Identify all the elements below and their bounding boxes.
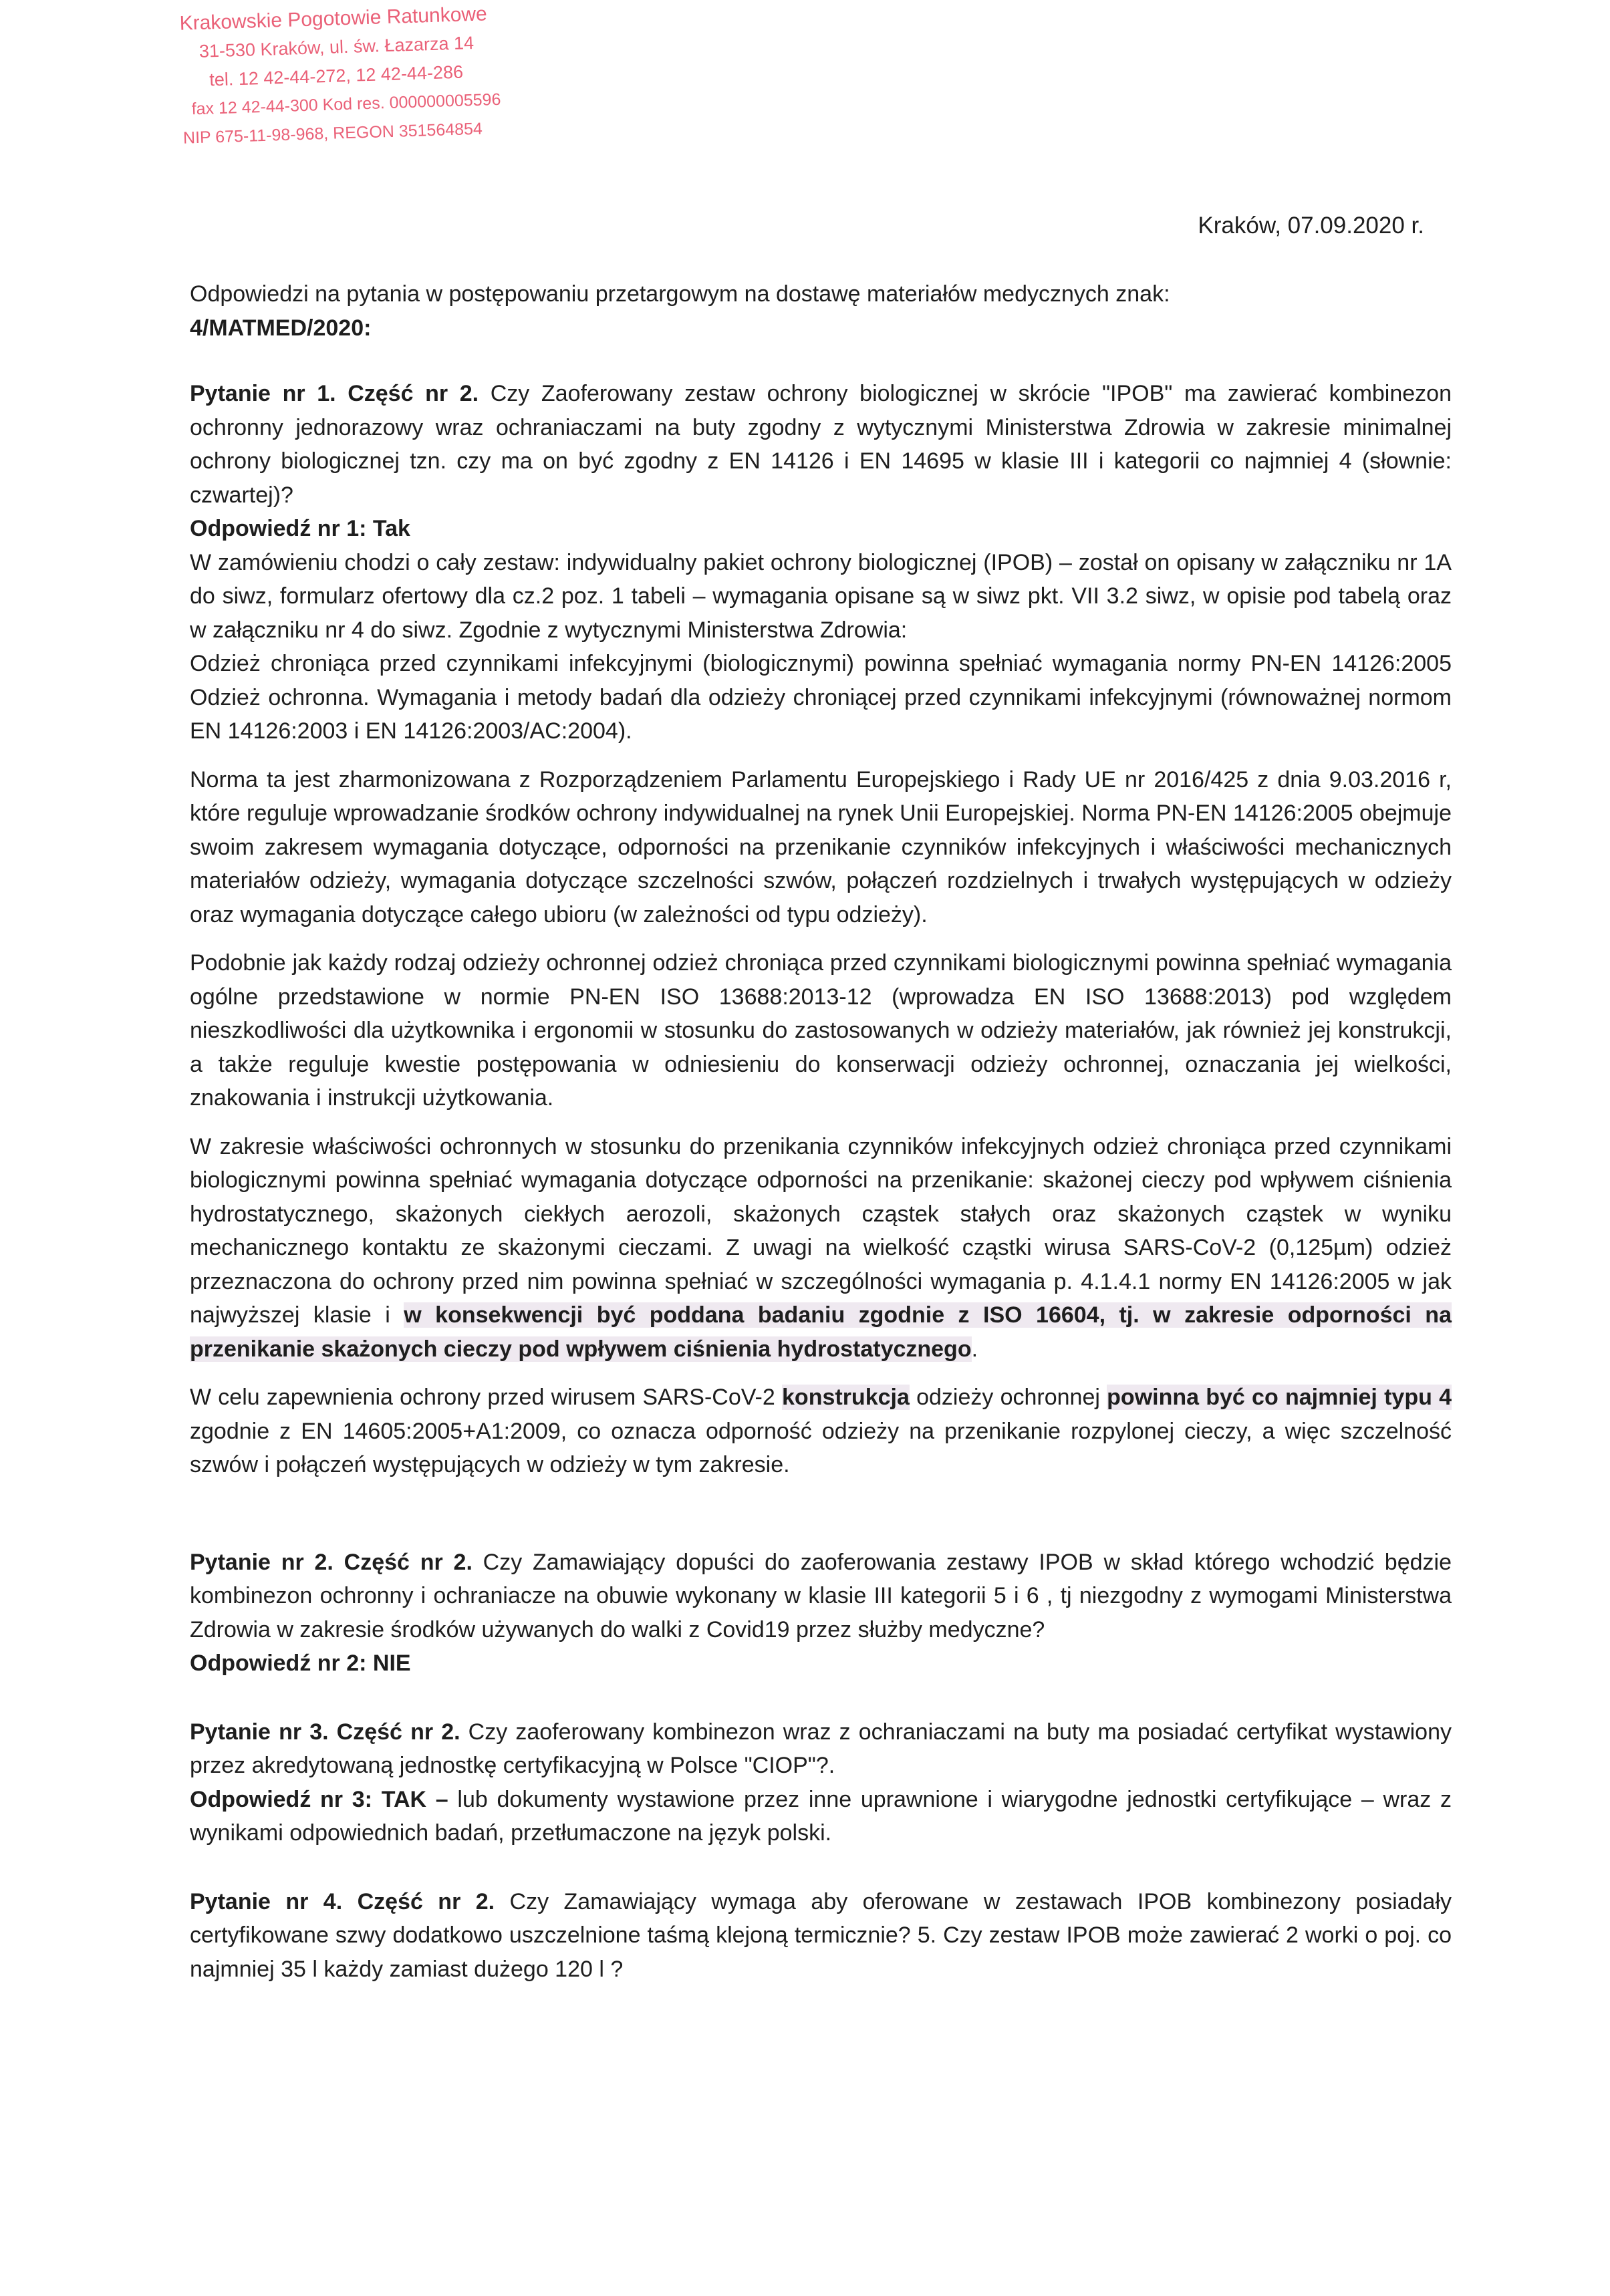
answer-1-paragraph-2: Odzież chroniąca przed czynnikami infekcyjnymi (biologicznymi) powinna spełniać wymagania normy PN-EN 14126:2005 Odzież ochronna. Wymagania i metody badań dla odzieży chroniącej przed czynnikami infekcyjnymi (równoważnej normom EN 14126:2003 i EN 14126:2003/AC:2004). [190, 651, 1452, 744]
question-4 [190, 1885, 1452, 1987]
question-2-text: Czy Zamawiający dopuści do zaoferowania zestawy IPOB w skład którego wchodzić będzie kombinezon ochronny i ochraniacze na obuwie wykonany w klasie III kategorii 5 i 6 , tj niezgodny z wymogami Ministerstwa Zdrowia w zakresie środków używanych do walki z Covid19 przez służby medyczne? [190, 1549, 1452, 1642]
question-3-label: Pytanie nr 3. Część nr 2. [190, 1719, 460, 1745]
stamp-line-address: 31-530 Kraków, ul. św. Łazarza 14 [198, 32, 475, 61]
tender-code: 4/MATMED/2020: [190, 315, 372, 341]
question-4-text: Czy Zamawiający wymaga aby oferowane w zestawach IPOB kombinezony posiadały certyfikowane szwy dodatkowo uszczelnione taśmą klejoną termicznie? 5. Czy zestaw IPOB może zawierać 2 worki o poj. co najmniej 35 l każdy zamiast dużego 120 l ? [190, 1888, 1452, 1982]
stamp-line-fax: fax 12 42-44-300 Kod res. 000000005596 [191, 90, 501, 119]
company-stamp [175, 0, 553, 153]
celu-highlight-konstrukcja: konstrukcja [782, 1385, 910, 1410]
answer-2-line [190, 1646, 1452, 1681]
question-3 [190, 1715, 1452, 1783]
answer-1-paragraph-1: W zamówieniu chodzi o cały zestaw: indywidualny pakiet ochrony biologicznej (IPOB) – został on opisany w załączniku nr 1A do siwz, formularz ofertowy dla cz.2 poz. 1 tabeli – wymagania opisane są w siwz pkt. VII 3.2 siwz, w opisie pod tabelą oraz w załączniku nr 4 do siwz. Zgodnie z wytycznymi Ministerstwa Zdrowia: [190, 549, 1452, 643]
answer-1-paragraph-podobnie: Podobnie jak każdy rodzaj odzieży ochronnej odzież chroniąca przed czynnikami biologicznymi powinna spełniać wymagania ogólne przedstawione w normie PN-EN ISO 13688:2013-12 (wprowadza EN ISO 13688:2013) pod względem nieszkodliwości dla użytkownika i ergonomii w stosunku do zastosowanych w odzieży materiałów, jak również jej konstrukcji, a także reguluje kwestie postępowania w odniesieniu do konserwacji odzieży ochronnej, oznaczania jej wielkości, znakowania i instrukcji użytkowania. [190, 950, 1452, 1111]
intro-text: Odpowiedzi na pytania w postępowaniu przetargowym na dostawę materiałów medycznych znak: [190, 281, 1170, 307]
question-2-label: Pytanie nr 2. Część nr 2. [190, 1549, 473, 1575]
stamp-line-name: Krakowskie Pogotowie Ratunkowe [179, 3, 488, 35]
answer-2-label: Odpowiedź nr 2: NIE [190, 1651, 411, 1676]
answer-1-label: Odpowiedź nr 1: Tak [190, 516, 410, 541]
answer-1-paragraph-zakres [190, 1130, 1452, 1367]
question-4-label: Pytanie nr 4. Część nr 2. [190, 1888, 495, 1914]
stamp-line-phone: tel. 12 42-44-272, 12 42-44-286 [209, 61, 464, 90]
answer-1-paragraph-celu [190, 1381, 1452, 1482]
question-1-text: Czy Zaoferowany zestaw ochrony biologicznej w skrócie "IPOB" ma zawierać kombinezon ochronny jednorazowy wraz ochraniaczami na buty zgodny z wytycznymi Ministerstwa Zdrowia w zakresie minimalnej ochrony biologicznej tzn. czy ma on być zgodny z EN 14126 i EN 14695 w klasie III i kategorii co najmniej 4 (słownie: czwartej)? [190, 381, 1452, 508]
answer-1-paragraph-norma: Norma ta jest zharmonizowana z Rozporządzeniem Parlamentu Europejskiego i Rady UE nr 2016/425 z dnia 9.03.2016 r, które reguluje wprowadzanie środków ochrony indywidualnej na rynek Unii Europejskiej. Norma PN-EN 14126:2005 obejmuje swoim zakresem wymagania dotyczące, odporności na przenikanie czynników infekcyjnych i właściwości mechanicznych materiałów odzieży, wymagania dotyczące szczelności szwów, połączeń rozdzielnych i trwałych występujących w odzieży oraz wymagania dotyczące całego ubioru (w zależności od typu odzieży). [190, 766, 1452, 927]
question-1-label: Pytanie nr 1. Część nr 2. [190, 381, 479, 406]
document-date: Kraków, 07.09.2020 r. [1198, 212, 1424, 239]
stamp-line-nip: NIP 675-11-98-968, REGON 351564854 [182, 119, 483, 148]
answer-3-label: Odpowiedź nr 3: TAK – [190, 1786, 448, 1812]
zakres-text: W zakresie właściwości ochronnych w stosunku do przenikania czynników infekcyjnych odzież chroniąca przed czynnikami biologicznymi powinna spełniać wymagania dotyczące odporności na przenikanie: skażonej cieczy pod wpływem ciśnienia hydrostatycznego, skażonych ciekłych aerozoli, skażonych cząstek stałych oraz skażonych cząstek w wyniku mechanicznego kontaktu ze skażonymi cieczami. Z uwagi na wielkość cząstki wirusa SARS-CoV-2 (0,125µm) odzież przeznaczona do ochrony przed nim powinna spełniać w szczególności wymagania p. 4.1.4.1 normy EN 14126:2005 w jak najwyższej klasie i [190, 1133, 1452, 1328]
question-3-text: Czy zaoferowany kombinezon wraz z ochraniaczami na buty ma posiadać certyfikat wystawiony przez akredytowaną jednostkę certyfikacyjną w Polsce "CIOP"?. [190, 1719, 1452, 1778]
intro-paragraph [190, 277, 1452, 345]
celu-text-e: zgodnie z EN 14605:2005+A1:2009, co oznacza odporność odzieży na przenikanie rozpylonej cieczy, a więc szczelność szwów i połączeń występujących w odzieży w tym zakresie. [190, 1418, 1452, 1477]
celu-text-a: W celu zapewnienia ochrony przed wirusem SARS-CoV-2 [190, 1385, 783, 1410]
answer-3-line [190, 1783, 1452, 1850]
question-1 [190, 377, 1452, 512]
document-body [190, 277, 1452, 1986]
zakres-end: . [971, 1336, 978, 1362]
celu-highlight-typ: powinna być co najmniej typu 4 [1107, 1385, 1452, 1410]
celu-text-c: odzieży ochronnej [909, 1385, 1107, 1410]
question-2 [190, 1546, 1452, 1647]
zakres-highlight: w konsekwencji być poddana badaniu zgodnie z ISO 16604, tj. w zakresie odporności na przenikanie skażonych cieczy pod wpływem ciśnienia hydrostatycznego [190, 1302, 1452, 1362]
answer-3-text: lub dokumenty wystawione przez inne uprawnione i wiarygodne jednostki certyfikujące – wraz z wynikami odpowiednich badań, przetłumaczone na język polski. [190, 1786, 1452, 1846]
answer-1-label-line [190, 512, 1452, 546]
